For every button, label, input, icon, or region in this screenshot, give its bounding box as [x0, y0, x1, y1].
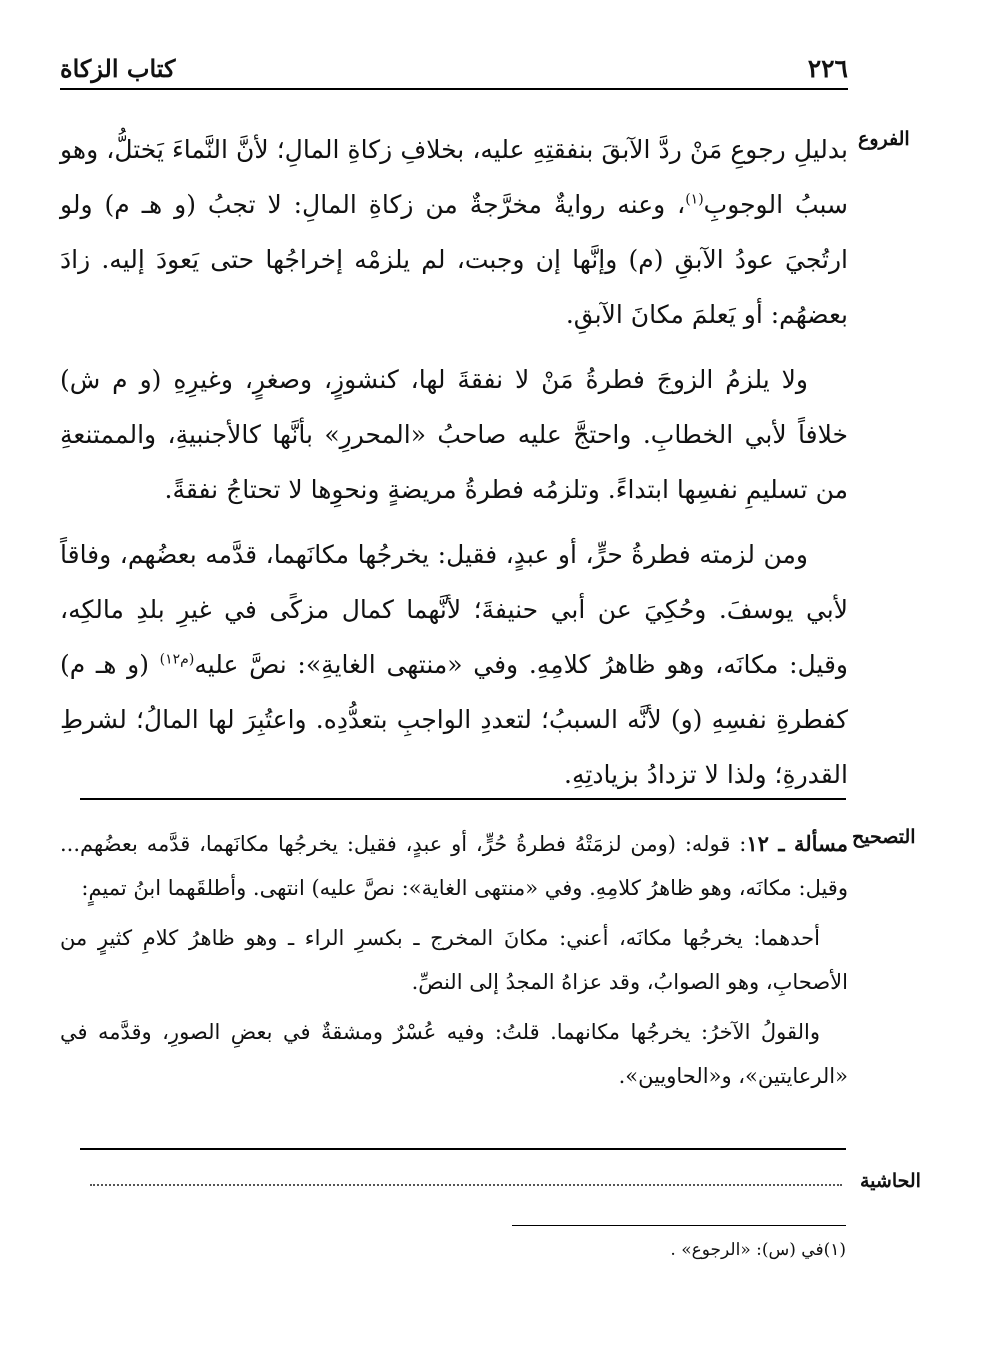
issue-heading: مسألة ـ ١٢	[746, 831, 849, 856]
hashiya-dotted-line	[90, 1184, 842, 1186]
section-divider	[80, 798, 846, 800]
tashih-text	[60, 822, 848, 1104]
main-paragraph-3	[60, 527, 848, 802]
main-paragraph-3-part-a: ومن لزمته فطرةُ حرٍّ، أو عبدٍ، فقيل: يخرجُها مكانَهما، قدَّمه بعضُهم، وفاقاً لأبي يوسفَ. وحُكِيَ عن أبي حنيفةَ؛ لأنَّهما كمال مزكًى في غيرِ بلدِ مالكِه، وقيل: مكانَه، وهو ظاهرُ كلامِهِ. وفي «منتهى الغايةِ»: نصَّ عليه	[60, 540, 848, 679]
header-rule	[60, 88, 848, 90]
main-paragraph-1-part-a: بدليلِ رجوعِ مَنْ ردَّ الآبقَ بنفقتِهِ عليه، بخلافِ زكاةِ المالِ؛ لأنَّ النَّماءَ يَختلُّ، وهو سببُ الوجوبِ	[60, 135, 849, 219]
label-tashih: التصحيح	[852, 826, 916, 848]
tashih-paragraph-1-text: : قوله: (ومن لزمَتْهُ فطرةُ حُرٍّ، أو عبدٍ، فقيل: يخرجُها مكانَهما، قدَّمه بعضُهم... وقيل: مكانَه، وهو ظاهرُ كلامِهِ. وفي «منتهى الغاية»: نصَّ عليه) انتهى. وأطلقَهما ابنُ تميمٍ:	[60, 832, 848, 900]
main-text	[60, 122, 848, 812]
footnote-rule	[512, 1225, 846, 1226]
page-number: ٢٢٦	[807, 54, 848, 83]
main-paragraph-2: ولا يلزمُ الزوجَ فطرةُ مَنْ لا نفقةَ لها، كنشوزٍ، وصغرٍ، وغيرِهِ (و م ش) خلافاً لأبي الخطابِ. واحتجَّ عليه صاحبُ «المحررِ» بأنَّها كالأجنبيةِ، والممتنعةِ من تسليمِ نفسِها ابتداءً. وتلزمُه فطرةُ مريضةٍ ونحوِها لا تحتاجُ نفقةً.	[60, 365, 848, 504]
main-paragraph-1	[60, 122, 848, 342]
tashih-paragraph-2: أحدهما: يخرجُها مكانَه، أعني: مكانَ المخرج ـ بكسرِ الراء ـ وهو ظاهرُ كلامِ كثيرٍ من الأصحابِ، وهو الصوابُ، وقد عزاهُ المجدُ إلى النصِّ.	[60, 926, 848, 994]
label-furu: الفروع	[858, 128, 910, 150]
issue-ref-12: (م١٢)	[159, 651, 195, 668]
footnote: (١)في (س): «الرجوع» .	[670, 1240, 846, 1260]
footnote-ref-1: (١)	[685, 191, 704, 208]
page-header	[60, 48, 848, 88]
section-divider-lower	[80, 1148, 846, 1150]
tashih-paragraph-1	[60, 822, 848, 910]
main-paragraph-1-part-b: ، وعنه روايةٌ مخرَّجةٌ من زكاةِ المالِ: لا تجبُ (و هـ م) ولو ارتُجيَ عودُ الآبقِ (م) وإنَّها إن وجبت، لم يلزمْه إخراجُها حتى يَعودَ إليه. زادَ بعضهُم: أو يَعلمَ مكانَ الآبقِ.	[60, 190, 848, 329]
running-title: كتاب الزكاة	[60, 54, 176, 83]
label-hashiya: الحاشية	[860, 1170, 921, 1192]
tashih-paragraph-3: والقولُ الآخرُ: يخرجُها مكانهما. قلتُ: وفيه عُسْرٌ ومشقةٌ في بعضِ الصورِ، وقدَّمه في «الرعايتين»، و«الحاويين».	[60, 1020, 848, 1088]
main-paragraph-3-part-b: (و هـ م) كفطرةِ نفسِهِ (و) لأنَّه السببُ؛ لتعددِ الواجبِ بتعدُّدِه. واعتُبِرَ لها المالُ؛ لشرطِ القدرةِ؛ ولذا لا تزدادُ بزيادتِهِ.	[60, 650, 848, 789]
